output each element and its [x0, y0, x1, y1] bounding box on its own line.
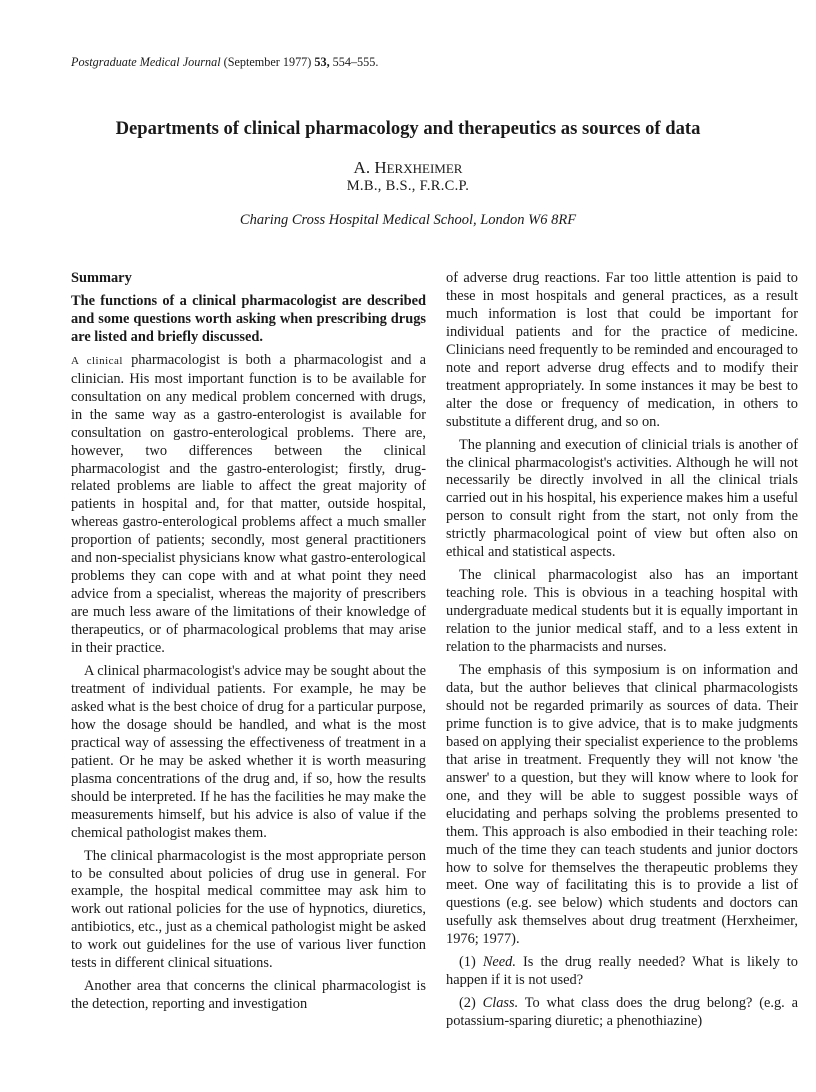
paragraph-6: The clinical pharmacologist also has an important teaching role. This is obvious in a teaching hospital with undergraduate medical students but it is equally important in relation to the junior medical staff, and to a less extent in relation to the pharmacists and nurses. — [446, 567, 798, 656]
paragraph-4: Another area that concerns the clinical pharmacologist is the detection, reporting and investigation — [71, 978, 426, 1013]
journal-date: (September 1977) — [223, 55, 312, 69]
paragraph-1 — [71, 352, 426, 658]
question-2 — [446, 995, 798, 1031]
journal-citation — [71, 55, 378, 70]
summary-heading: Summary — [71, 270, 132, 286]
summary-text: The functions of a clinical pharmacologist are described and some questions worth asking when prescribing drugs are listed and briefly discussed. — [71, 292, 426, 345]
paragraph-2: A clinical pharmacologist's advice may be sought about the treatment of individual patients. For example, he may be asked what is the best choice of drug for a particular purpose, how the dosage should be handled, and what is the most practical way of assessing the effectiveness of treatment in a patient. Or he may be asked whether it is worth measuring plasma concentrations of the drug and, if so, how the results should be interpreted. If he has the facilities he may make the measurements himself, but his advice is also of value if the chemical pathologist makes them. — [71, 663, 426, 841]
author-initial: A. H — [353, 158, 387, 177]
question-1-text: Is the drug really needed? What is likely to happen if it is not used? — [446, 954, 798, 989]
question-2-number: (2) — [459, 995, 483, 1012]
journal-name: Postgraduate Medical Journal — [71, 55, 221, 69]
left-column — [71, 270, 426, 1019]
paragraph-5: The planning and execution of clinicial trials is another of the clinical pharmacologist's activities. Although he will not necessarily be directly involved in all the clinical trials carried out in his hospital, his experience makes him a useful person to consult right from the start, not only from the strictly pharmacological point of view but often also on ethical and statistical aspects. — [446, 436, 798, 561]
paragraph-7: The emphasis of this symposium is on information and data, but the author believes that clinical pharmacologists should not be regarded primarily as sources of data. Their prime function is to give advice, that is to make judgments based on applying their specialist experience to the problems that arise in treatment. Frequently they will not know 'the answer' to a question, but they will know where to look for one, and they will be able to suggest possible ways of elucidating and perhaps solving the problems presented to them. This approach is also embodied in their teaching role: much of the time they can teach students and junior doctors how to solve for themselves the therapeutic problems they meet. One way of facilitating this is to provide a list of questions (e.g. see below) which students and doctors can usefully ask themselves about drug treatment (Herxheimer, 1976; 1977). — [446, 662, 798, 948]
author-name — [0, 158, 816, 178]
paragraph-1-lead: A clinical — [71, 354, 123, 367]
paragraph-3: The clinical pharmacologist is the most appropriate person to be consulted about policies of drug use in general. For example, the hospital medical committee may ask him to work out rational policies for the use of hypnotics, diuretics, antibiotics, etc., just as a chemical pathologist might be asked to work out guidelines for the use of various liver function tests in different clinical situations. — [71, 847, 426, 972]
article-title: Departments of clinical pharmacology and therapeutics as sources of data — [115, 118, 701, 139]
question-1-label: Need. — [482, 954, 516, 971]
right-column — [446, 270, 798, 1036]
question-2-label: Class. — [482, 995, 519, 1012]
question-2-text: To what class does the drug belong? (e.g. a potassium-sparing diuretic; a phenothiazine) — [446, 995, 798, 1030]
paragraph-4-continued: of adverse drug reactions. Far too little attention is paid to these in most hospitals and general practices, as a result much information is lost that could be important for individual patients and for the practice of medicine. Clinicians need frequently to be reminded and encouraged to note and report adverse drug effects and to modify their treatment appropriately. In some instances it may be best to alter the dose or frequency of medication, in others to substitute a different drug, and so on. — [446, 270, 798, 430]
author-degrees: M.B., B.S., F.R.C.P. — [346, 178, 470, 194]
question-1 — [446, 954, 798, 990]
paragraph-1-text: pharmacologist is both a pharmacologist and a clinician. His most important function is to be available for consultation on any medical problem concerned with drugs, in the same way as a gastro-enterologist is available for consultation on gastro-enterological problems. There are, however, two differences between the clinical pharmacologist and the gastro-enterologist; firstly, drug-related problems are liable to affect the great majority of patients in hospital and, for that matter, outside hospital, whereas gastro-enterological problems affect a much smaller proportion of patients; secondly, most general practitioners and non-specialist physicians know what gastro-enterological problems they can cope with and at what point they need advice from a specialist, whereas the majority of prescribers are much less aware of the limitations of their knowledge of therapeutics, or of pharmacological problems that may arise in their practice. — [71, 351, 426, 657]
journal-volume: 53, — [314, 55, 330, 69]
affiliation: Charing Cross Hospital Medical School, London W6 8RF — [239, 212, 577, 228]
journal-pages: 554–555. — [332, 55, 379, 69]
question-1-number: (1) — [459, 954, 483, 971]
author-surname: ERXHEIMER — [386, 161, 463, 176]
